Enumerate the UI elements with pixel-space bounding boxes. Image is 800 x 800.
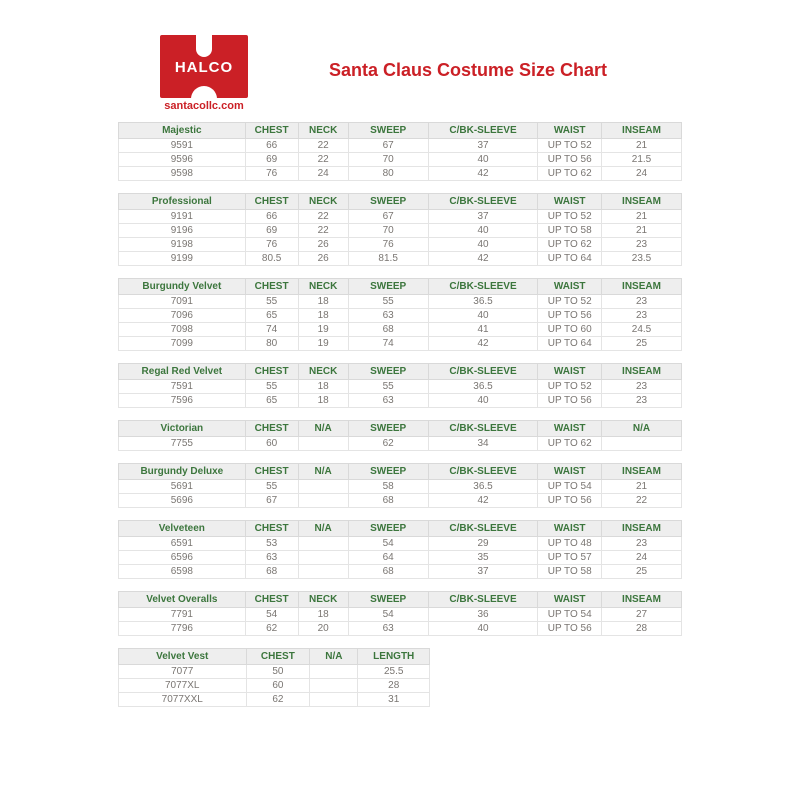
- size-value-cell: 21: [602, 480, 682, 494]
- column-header: CHEST: [245, 194, 298, 210]
- table-row: [119, 153, 682, 167]
- size-value-cell: 55: [348, 295, 428, 309]
- size-value-cell: 67: [348, 210, 428, 224]
- style-name-header: Professional: [119, 194, 246, 210]
- model-number-cell: 9191: [119, 210, 246, 224]
- size-value-cell: 18: [298, 608, 348, 622]
- size-value-cell: 63: [245, 551, 298, 565]
- model-number-cell: 7077: [119, 665, 247, 679]
- size-value-cell: 68: [245, 565, 298, 579]
- header-row: [119, 521, 682, 537]
- logo-notch-top-icon: [196, 35, 212, 57]
- size-value-cell: 41: [428, 323, 538, 337]
- size-value-cell: 40: [428, 224, 538, 238]
- logo-notch-bottom-icon: [191, 86, 217, 98]
- size-value-cell: 23: [602, 394, 682, 408]
- size-value-cell: 36: [428, 608, 538, 622]
- size-value-cell: 36.5: [428, 295, 538, 309]
- column-header: SWEEP: [348, 279, 428, 295]
- size-value-cell: 25: [602, 337, 682, 351]
- size-value-cell: 23: [602, 295, 682, 309]
- column-header: CHEST: [245, 464, 298, 480]
- table-row: [119, 551, 682, 565]
- size-value-cell: 55: [245, 480, 298, 494]
- size-value-cell: 66: [245, 210, 298, 224]
- size-value-cell: 25.5: [358, 665, 430, 679]
- table-row: [119, 337, 682, 351]
- size-value-cell: 21: [602, 210, 682, 224]
- size-value-cell: [310, 679, 358, 693]
- table-row: [119, 437, 682, 451]
- size-value-cell: 18: [298, 309, 348, 323]
- size-value-cell: UP TO 54: [538, 480, 602, 494]
- column-header: CHEST: [245, 521, 298, 537]
- model-number-cell: 7098: [119, 323, 246, 337]
- table-row: [119, 380, 682, 394]
- size-value-cell: 42: [428, 167, 538, 181]
- style-name-header: Regal Red Velvet: [119, 364, 246, 380]
- size-value-cell: 18: [298, 380, 348, 394]
- size-value-cell: 28: [358, 679, 430, 693]
- size-value-cell: UP TO 56: [538, 309, 602, 323]
- size-value-cell: [298, 551, 348, 565]
- table-row: [119, 309, 682, 323]
- size-value-cell: 23: [602, 309, 682, 323]
- size-value-cell: UP TO 62: [538, 167, 602, 181]
- size-value-cell: 70: [348, 224, 428, 238]
- size-value-cell: 65: [245, 394, 298, 408]
- header-row: [119, 464, 682, 480]
- size-value-cell: 29: [428, 537, 538, 551]
- size-value-cell: 60: [245, 437, 298, 451]
- size-value-cell: 50: [246, 665, 310, 679]
- size-value-cell: [298, 537, 348, 551]
- size-value-cell: 55: [245, 380, 298, 394]
- size-value-cell: 76: [348, 238, 428, 252]
- size-value-cell: 68: [348, 494, 428, 508]
- model-number-cell: 7596: [119, 394, 246, 408]
- size-value-cell: 55: [348, 380, 428, 394]
- column-header: CHEST: [245, 364, 298, 380]
- size-value-cell: 22: [298, 210, 348, 224]
- size-value-cell: 24: [602, 551, 682, 565]
- size-value-cell: 23.5: [602, 252, 682, 266]
- size-value-cell: [298, 494, 348, 508]
- column-header: C/BK-SLEEVE: [428, 592, 538, 608]
- size-value-cell: 74: [348, 337, 428, 351]
- size-value-cell: 70: [348, 153, 428, 167]
- model-number-cell: 6598: [119, 565, 246, 579]
- size-value-cell: 54: [348, 537, 428, 551]
- size-value-cell: UP TO 52: [538, 295, 602, 309]
- size-value-cell: UP TO 56: [538, 153, 602, 167]
- table-row: [119, 394, 682, 408]
- model-number-cell: 7796: [119, 622, 246, 636]
- table-row: [119, 480, 682, 494]
- column-header: WAIST: [538, 123, 602, 139]
- size-value-cell: 63: [348, 309, 428, 323]
- column-header: INSEAM: [602, 364, 682, 380]
- table-row: [119, 252, 682, 266]
- size-value-cell: UP TO 52: [538, 210, 602, 224]
- column-header: SWEEP: [348, 123, 428, 139]
- table-row: [119, 494, 682, 508]
- size-table-velvet-overalls: [118, 591, 682, 636]
- size-table-velvet-vest: [118, 648, 430, 707]
- size-value-cell: 66: [245, 139, 298, 153]
- size-value-cell: 36.5: [428, 380, 538, 394]
- model-number-cell: 7591: [119, 380, 246, 394]
- column-header: SWEEP: [348, 592, 428, 608]
- column-header: NECK: [298, 123, 348, 139]
- column-header: WAIST: [538, 421, 602, 437]
- size-value-cell: 54: [348, 608, 428, 622]
- model-number-cell: 7099: [119, 337, 246, 351]
- size-value-cell: 63: [348, 622, 428, 636]
- size-value-cell: 80: [348, 167, 428, 181]
- header-row: [119, 364, 682, 380]
- size-value-cell: 20: [298, 622, 348, 636]
- model-number-cell: 7096: [119, 309, 246, 323]
- size-value-cell: 67: [245, 494, 298, 508]
- size-value-cell: 68: [348, 323, 428, 337]
- header-row: [119, 592, 682, 608]
- size-value-cell: 21: [602, 224, 682, 238]
- size-value-cell: 24.5: [602, 323, 682, 337]
- size-value-cell: 80.5: [245, 252, 298, 266]
- model-number-cell: 9199: [119, 252, 246, 266]
- size-value-cell: 42: [428, 494, 538, 508]
- column-header: CHEST: [245, 421, 298, 437]
- table-row: [119, 139, 682, 153]
- size-value-cell: 68: [348, 565, 428, 579]
- size-value-cell: UP TO 52: [538, 380, 602, 394]
- page-header: [0, 0, 800, 122]
- size-value-cell: 37: [428, 210, 538, 224]
- size-value-cell: UP TO 62: [538, 238, 602, 252]
- model-number-cell: 7077XL: [119, 679, 247, 693]
- model-number-cell: 7091: [119, 295, 246, 309]
- header-row: [119, 194, 682, 210]
- size-value-cell: 40: [428, 622, 538, 636]
- column-header: NECK: [298, 194, 348, 210]
- table-row: [119, 622, 682, 636]
- style-name-header: Velveteen: [119, 521, 246, 537]
- size-value-cell: 40: [428, 153, 538, 167]
- table-row: [119, 679, 430, 693]
- column-header: N/A: [298, 421, 348, 437]
- size-value-cell: 80: [245, 337, 298, 351]
- halco-logo: [160, 35, 248, 98]
- column-header: N/A: [310, 649, 358, 665]
- size-value-cell: 21: [602, 139, 682, 153]
- table-row: [119, 608, 682, 622]
- column-header: C/BK-SLEEVE: [428, 464, 538, 480]
- model-number-cell: 7755: [119, 437, 246, 451]
- column-header: LENGTH: [358, 649, 430, 665]
- size-value-cell: 40: [428, 238, 538, 252]
- size-value-cell: 40: [428, 309, 538, 323]
- column-header: N/A: [602, 421, 682, 437]
- size-value-cell: UP TO 48: [538, 537, 602, 551]
- size-value-cell: 74: [245, 323, 298, 337]
- size-table-velveteen: [118, 520, 682, 579]
- column-header: CHEST: [245, 123, 298, 139]
- size-value-cell: 62: [245, 622, 298, 636]
- size-value-cell: 40: [428, 394, 538, 408]
- column-header: C/BK-SLEEVE: [428, 364, 538, 380]
- table-row: [119, 693, 430, 707]
- style-name-header: Victorian: [119, 421, 246, 437]
- size-value-cell: 21.5: [602, 153, 682, 167]
- column-header: SWEEP: [348, 521, 428, 537]
- size-value-cell: 62: [246, 693, 310, 707]
- size-value-cell: UP TO 60: [538, 323, 602, 337]
- column-header: CHEST: [245, 592, 298, 608]
- size-value-cell: 23: [602, 380, 682, 394]
- size-table-professional: [118, 193, 682, 266]
- header-row: [119, 123, 682, 139]
- size-value-cell: 24: [602, 167, 682, 181]
- size-value-cell: 62: [348, 437, 428, 451]
- size-table-victorian: [118, 420, 682, 451]
- size-value-cell: UP TO 62: [538, 437, 602, 451]
- size-value-cell: 69: [245, 153, 298, 167]
- size-value-cell: 23: [602, 537, 682, 551]
- size-value-cell: 22: [298, 153, 348, 167]
- size-value-cell: 55: [245, 295, 298, 309]
- column-header: WAIST: [538, 592, 602, 608]
- size-value-cell: 35: [428, 551, 538, 565]
- size-table-regal-red-velvet: [118, 363, 682, 408]
- model-number-cell: 5696: [119, 494, 246, 508]
- size-value-cell: UP TO 57: [538, 551, 602, 565]
- size-value-cell: 19: [298, 323, 348, 337]
- model-number-cell: 9596: [119, 153, 246, 167]
- style-name-header: Velvet Overalls: [119, 592, 246, 608]
- column-header: WAIST: [538, 364, 602, 380]
- size-value-cell: 23: [602, 238, 682, 252]
- model-number-cell: 9196: [119, 224, 246, 238]
- table-row: [119, 238, 682, 252]
- size-value-cell: 63: [348, 394, 428, 408]
- size-value-cell: UP TO 64: [538, 337, 602, 351]
- size-value-cell: 42: [428, 252, 538, 266]
- column-header: WAIST: [538, 194, 602, 210]
- size-value-cell: 18: [298, 394, 348, 408]
- size-table-burgundy-velvet: [118, 278, 682, 351]
- size-value-cell: [298, 565, 348, 579]
- table-row: [119, 565, 682, 579]
- model-number-cell: 7077XXL: [119, 693, 247, 707]
- size-value-cell: UP TO 56: [538, 394, 602, 408]
- table-row: [119, 224, 682, 238]
- size-value-cell: 24: [298, 167, 348, 181]
- size-value-cell: UP TO 58: [538, 565, 602, 579]
- column-header: NECK: [298, 364, 348, 380]
- style-name-header: Velvet Vest: [119, 649, 247, 665]
- table-row: [119, 665, 430, 679]
- column-header: WAIST: [538, 521, 602, 537]
- size-value-cell: 22: [602, 494, 682, 508]
- size-value-cell: 37: [428, 139, 538, 153]
- model-number-cell: 9591: [119, 139, 246, 153]
- column-header: WAIST: [538, 464, 602, 480]
- table-row: [119, 295, 682, 309]
- size-value-cell: 42: [428, 337, 538, 351]
- column-header: INSEAM: [602, 123, 682, 139]
- size-value-cell: UP TO 58: [538, 224, 602, 238]
- size-value-cell: 60: [246, 679, 310, 693]
- column-header: WAIST: [538, 279, 602, 295]
- column-header: INSEAM: [602, 194, 682, 210]
- size-value-cell: 31: [358, 693, 430, 707]
- size-value-cell: 76: [245, 167, 298, 181]
- table-row: [119, 167, 682, 181]
- model-number-cell: 6596: [119, 551, 246, 565]
- size-value-cell: 81.5: [348, 252, 428, 266]
- size-value-cell: 26: [298, 238, 348, 252]
- column-header: N/A: [298, 464, 348, 480]
- table-row: [119, 323, 682, 337]
- column-header: SWEEP: [348, 194, 428, 210]
- column-header: C/BK-SLEEVE: [428, 194, 538, 210]
- size-value-cell: 22: [298, 139, 348, 153]
- size-value-cell: UP TO 56: [538, 494, 602, 508]
- page-title: Santa Claus Costume Size Chart: [328, 60, 608, 80]
- size-value-cell: 67: [348, 139, 428, 153]
- model-number-cell: 9198: [119, 238, 246, 252]
- size-value-cell: UP TO 54: [538, 608, 602, 622]
- column-header: C/BK-SLEEVE: [428, 279, 538, 295]
- size-value-cell: 22: [298, 224, 348, 238]
- header-row: [119, 649, 430, 665]
- size-value-cell: 58: [348, 480, 428, 494]
- column-header: CHEST: [245, 279, 298, 295]
- size-value-cell: 53: [245, 537, 298, 551]
- column-header: SWEEP: [348, 464, 428, 480]
- size-value-cell: UP TO 52: [538, 139, 602, 153]
- size-value-cell: [298, 437, 348, 451]
- size-value-cell: 36.5: [428, 480, 538, 494]
- size-value-cell: 26: [298, 252, 348, 266]
- size-value-cell: 28: [602, 622, 682, 636]
- size-value-cell: 76: [245, 238, 298, 252]
- size-value-cell: 69: [245, 224, 298, 238]
- size-value-cell: 65: [245, 309, 298, 323]
- style-name-header: Burgundy Velvet: [119, 279, 246, 295]
- size-value-cell: UP TO 64: [538, 252, 602, 266]
- size-table-burgundy-deluxe: [118, 463, 682, 508]
- header-row: [119, 421, 682, 437]
- size-value-cell: 27: [602, 608, 682, 622]
- column-header: NECK: [298, 592, 348, 608]
- size-value-cell: [310, 665, 358, 679]
- size-value-cell: [602, 437, 682, 451]
- size-value-cell: [310, 693, 358, 707]
- size-value-cell: 25: [602, 565, 682, 579]
- style-name-header: Majestic: [119, 123, 246, 139]
- size-value-cell: 37: [428, 565, 538, 579]
- size-value-cell: 18: [298, 295, 348, 309]
- column-header: INSEAM: [602, 592, 682, 608]
- column-header: N/A: [298, 521, 348, 537]
- column-header: SWEEP: [348, 421, 428, 437]
- size-value-cell: 54: [245, 608, 298, 622]
- size-value-cell: 19: [298, 337, 348, 351]
- brand-name: HALCO: [174, 59, 234, 76]
- style-name-header: Burgundy Deluxe: [119, 464, 246, 480]
- model-number-cell: 7791: [119, 608, 246, 622]
- column-header: SWEEP: [348, 364, 428, 380]
- column-header: INSEAM: [602, 521, 682, 537]
- column-header: C/BK-SLEEVE: [428, 123, 538, 139]
- size-value-cell: UP TO 56: [538, 622, 602, 636]
- size-tables: [0, 122, 800, 707]
- header-row: [119, 279, 682, 295]
- size-value-cell: [298, 480, 348, 494]
- table-row: [119, 537, 682, 551]
- brand-website: santacollc.com: [164, 100, 244, 112]
- model-number-cell: 5691: [119, 480, 246, 494]
- column-header: CHEST: [246, 649, 310, 665]
- size-value-cell: 64: [348, 551, 428, 565]
- model-number-cell: 9598: [119, 167, 246, 181]
- column-header: INSEAM: [602, 464, 682, 480]
- column-header: INSEAM: [602, 279, 682, 295]
- column-header: C/BK-SLEEVE: [428, 421, 538, 437]
- size-table-majestic: [118, 122, 682, 181]
- column-header: C/BK-SLEEVE: [428, 521, 538, 537]
- size-value-cell: 34: [428, 437, 538, 451]
- column-header: NECK: [298, 279, 348, 295]
- model-number-cell: 6591: [119, 537, 246, 551]
- table-row: [119, 210, 682, 224]
